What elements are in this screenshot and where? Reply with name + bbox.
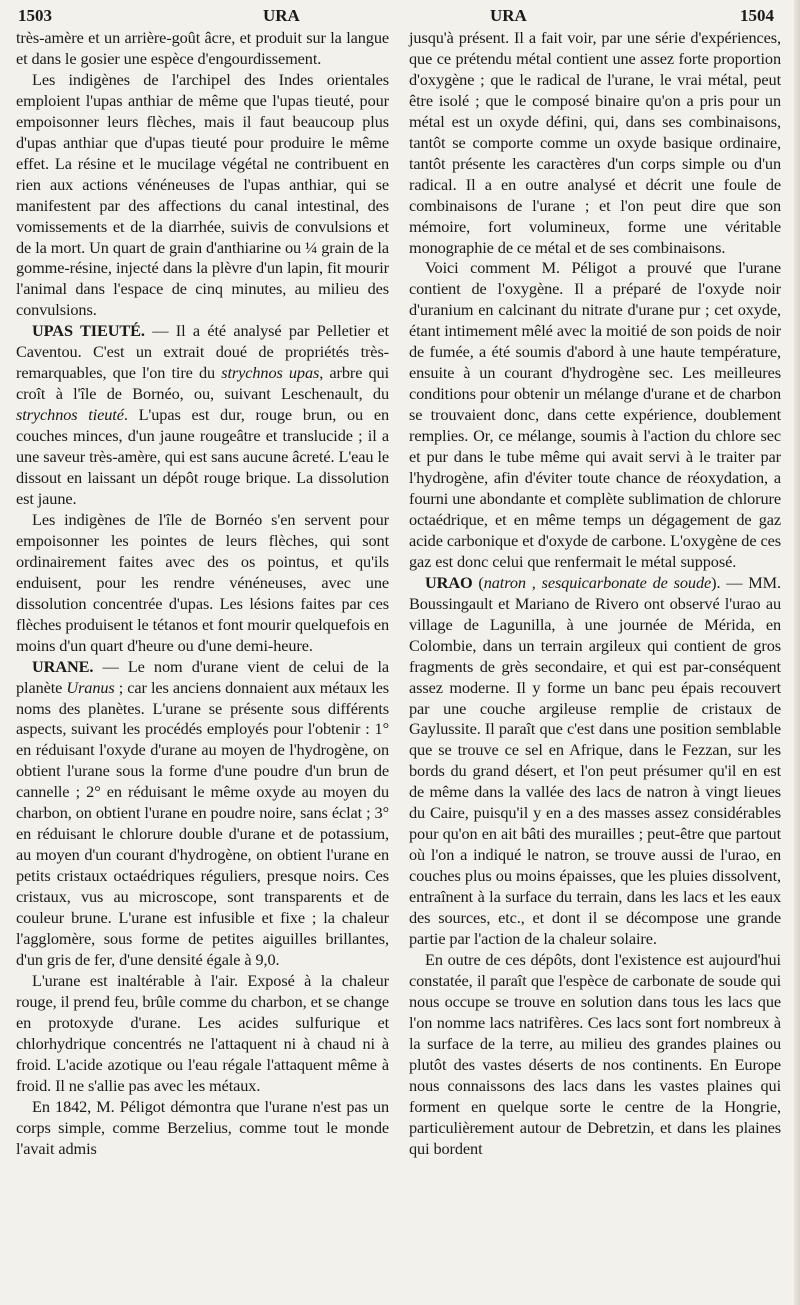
entry-headword: URANE.	[32, 656, 94, 676]
paragraph-text: — Le nom d'urane vient de celui de la planète	[16, 656, 389, 697]
paragraph-text: jusqu'à présent. Il a fait voir, par une série d'expériences, que ce prétendu métal contient une assez forte proportion d'oxygène ; que le radical de l'urane, le vrai métal, peut être isolé ; que le composé binaire qu'on a pris pour un métal est un oxyde défini, qui, dans ses combinaisons, tantôt se comporte comme un oxyde basique ordinaire, tantôt présente les caractères d'un corps simple ou d'un radical. Il a en outre analysé et décrit une foule de combinaisons de l'urane ; et l'on peut dire que son mémoire, fort volumineux, forme une véritable monographie de ce métal et de ses combinaisons.	[409, 28, 781, 257]
page-number-right: 1504	[740, 6, 774, 25]
running-title-left: URA	[263, 6, 300, 25]
paragraph-text: , arbre qui croît à l'île de Bornéo, ou, suivant Leschenault, du	[16, 363, 389, 404]
paragraph-text: (	[472, 572, 484, 592]
paragraph	[16, 1097, 389, 1160]
paragraph	[16, 28, 389, 70]
paragraph	[16, 510, 389, 657]
paragraph-text: Voici comment M. Péligot a prouvé que l'urane contient de l'oxygène. Il a préparé de l'oxyde noir d'uranium en calcinant du nitrate d'urane pur ; cet oxyde, étant intimement mêlé avec la moitié de son poids de noir de fumée, a été soumis d'abord à une haute température, ensuite à un courant d'hydrogène sec. Les meilleures conditions pour obtenir un mélange d'urane et de charbon se trouvaient donc, dans cette expérience, doublement remplies. Or, ce mélange, soumis à l'action du chlore sec et pur dans le tube même qui avait servi à le traiter par l'hydrogène, afin d'éviter toute chance de réoxydation, a fourni une abondante et complète sublimation de chlorure octaédrique, et en même temps un dégagement de gaz acide carbonique et d'oxyde de carbone. L'oxygène de ces gaz est donc celui que renfermait le métal supposé.	[409, 258, 781, 571]
italic-term: strychnos tieuté	[16, 405, 124, 425]
page-edge	[794, 0, 800, 1305]
paragraph	[409, 573, 781, 950]
text-column-left	[16, 28, 389, 1159]
italic-term: Uranus	[66, 677, 115, 697]
entry-headword: UPAS TIEUTÉ.	[32, 321, 145, 341]
italic-term: natron , sesquicarbonate de soude	[483, 572, 712, 592]
paragraph	[16, 657, 389, 971]
paragraph	[409, 28, 781, 258]
page-number-left: 1503	[18, 6, 52, 25]
paragraph-text: — Il a été analysé par Pelletier et Caventou. C'est un extrait doué de propriétés très-remarquables, que l'on tire du	[16, 321, 389, 383]
paragraph-text: très-amère et un arrière-goût âcre, et produit sur la langue et dans le gosier une espèce d'engourdissement.	[16, 28, 389, 68]
paragraph-text: Les indigènes de l'île de Bornéo s'en servent pour empoisonner les pointes de leurs flèches, qui sont ordinairement faites avec des os pointus, et qu'ils enduisent, pour les rendre vénéneuses, avec une dissolution concentrée d'upas. Les lésions faites par ces flèches produisent le tétanos et font mourir quelquefois en moins d'un quart d'heure ou d'une demi-heure.	[16, 509, 389, 655]
entry-headword: URAO	[425, 572, 473, 592]
paragraph-text: En 1842, M. Péligot démontra que l'urane n'est pas un corps simple, comme Berzelius, comme tout le monde l'avait admis	[16, 1096, 389, 1158]
paragraph-text: En outre de ces dépôts, dont l'existence est aujourd'hui constatée, il paraît que l'espèce de carbonate de soude qui nous occupe se trouve en solution dans tous les lacs que l'on nomme lacs natrifères. Ces lacs sont fort nombreux à la surface de la terre, au milieu des grandes plaines ou plutôt des vastes déserts de nos continents. En Europe nous connaissons des lacs dans les vastes plaines qui forment en quelque sorte le centre de la Hongrie, particulièrement autour de Debretzin, et dans les plaines qui bordent	[409, 949, 781, 1158]
paragraph	[16, 971, 389, 1097]
paragraph-text: ; car les anciens donnaient aux métaux les noms des planètes. L'urane se présente sous différents aspects, suivant les procédés employés pour l'obtenir : 1° en réduisant l'oxyde d'urane au moyen de l'hydrogène, on obtient l'urane sous la forme d'une poudre d'un brun de cannelle ; 2° en réduisant le même oxyde au moyen du charbon, on obtient l'urane en poudre noire, sans éclat ; 3° en réduisant le chlorure double d'urane et de potassium, au moyen d'un courant d'hydrogène, on obtient l'urane en petits cristaux octaédriques réguliers, presque noirs. Ces cristaux, vus au microscope, sont transparents et de couleur brune. L'urane est infusible et fixe ; la chaleur l'agglomère, sous forme de petites aiguilles brillantes, d'un gris de fer, d'une densité égale à 9,0.	[16, 677, 389, 969]
paragraph-text: ). — MM. Boussingault et Mariano de Rivero ont observé l'urao au village de Lagunilla, à une journée de Mérida, en Colombie, dans un terrain argileux qui contient de gros fragments de grès secondaire, et qui est par-conséquent assez moderne. Il y forme un banc peu épais recouvert par une couche argileuse remplie de cristaux de Gaylussite. Il paraît que c'est dans une position semblable que se trouve ce sel en Afrique, dans le Fezzan, sur les bords du grand désert, et l'on peut présumer qu'il en est de même dans la vallée des lacs de natron à vingt lieues du Caire, puisqu'il y en a des masses assez considérables pour qu'on en ait bâti des murailles ; peut-être que partout où l'on a indiqué le natron, se trouve aussi de l'urao, en couches plus ou moins épaisses, que les pluies dissolvent, entraînent à la surface du terrain, dans les lacs et les eaux des sources, etc., et dont il se décompose une grande partie par l'action de la chaleur solaire.	[409, 572, 781, 948]
paragraph-text: Les indigènes de l'archipel des Indes orientales emploient l'upas anthiar de même que l'upas tieuté, pour empoisonner leurs flèches, mais il faut beaucoup plus d'upas anthiar que d'upas tieuté pour produire le même effet. La résine et le mucilage végétal ne contribuent en rien aux actions vénéneuses de l'upas anthiar, qui se manifestent par des affections du canal intestinal, des vomissements et de la diarrhée, suivis de convulsions et de la mort. Un quart de grain d'anthiarine ou ¼ grain de la gomme-résine, injecté dans la plèvre d'un lapin, fit mourir l'animal dans l'espace de cinq minutes, au milieu des convulsions.	[16, 69, 389, 320]
paragraph	[16, 70, 389, 321]
text-column-right	[409, 28, 781, 1159]
paragraph-text: . L'upas est dur, rouge brun, ou en couches minces, d'un jaune rougeâtre et translucide ; il a une saveur très-amère, qui est sans aucune âcreté. L'eau le dissout en laissant un dépôt rouge brique. La dissolution est jaune.	[16, 405, 390, 508]
paragraph	[409, 258, 781, 572]
running-title-right: URA	[490, 6, 527, 25]
paragraph-text: L'urane est inaltérable à l'air. Exposé à la chaleur rouge, il prend feu, brûle comme du charbon, et se change en protoxyde d'urane. Les acides sulfurique et chlorhydrique concentrés ne l'attaquent ni à chaud ni à froid. L'acide azotique ou l'eau régale l'attaquent même à froid. Il ne s'allie pas avec les métaux.	[16, 970, 389, 1095]
italic-term: strychnos upas	[221, 363, 320, 383]
paragraph	[16, 321, 389, 510]
paragraph	[409, 950, 781, 1160]
running-header	[0, 6, 800, 30]
